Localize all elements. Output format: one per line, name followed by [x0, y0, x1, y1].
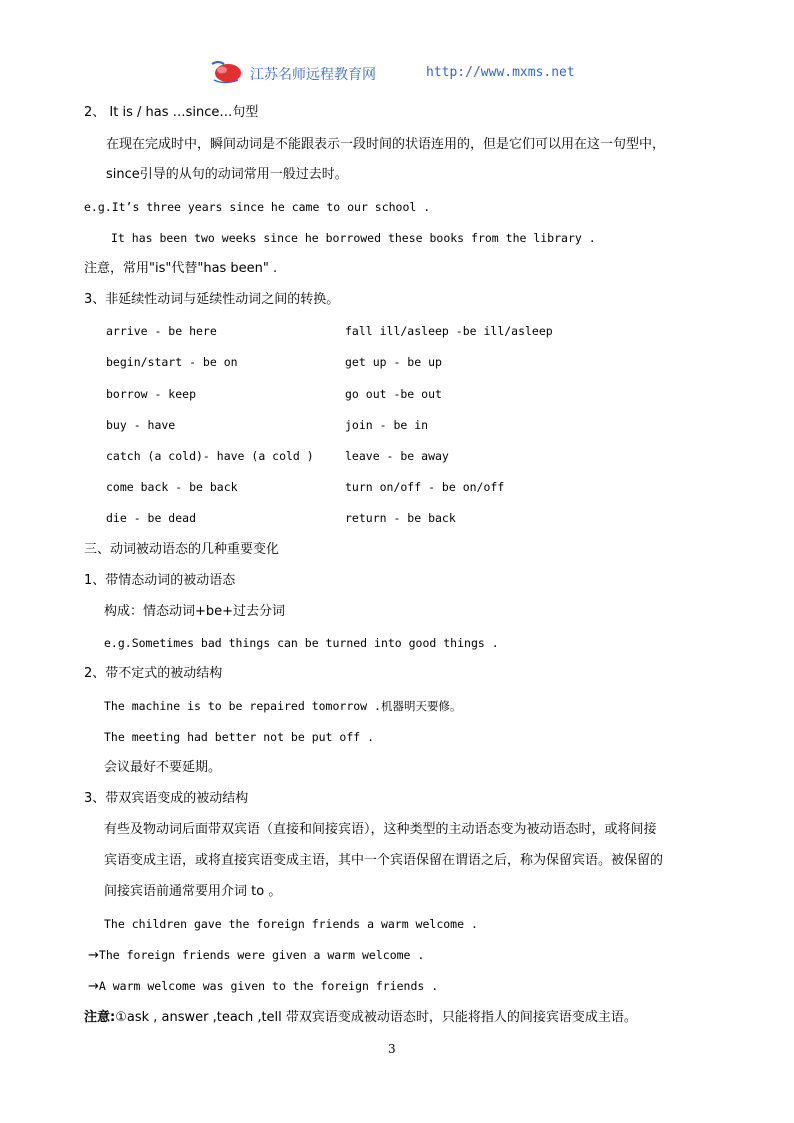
site-url-link[interactable]: http://www.mxms.net [426, 65, 575, 80]
arrow-right-icon: → [88, 948, 99, 963]
arrow-right-icon: → [88, 979, 99, 994]
paragraph-line: 间接宾语前通常要用介词 to 。 [104, 884, 282, 899]
verb-pair-right: fall ill/asleep -be ill/asleep [345, 324, 553, 338]
verb-pair-right: go out -be out [345, 387, 442, 401]
section-heading: 三、动词被动语态的几种重要变化 [84, 542, 280, 557]
verb-pair-left: catch (a cold)- have (a cold ) [106, 449, 314, 463]
site-logo-icon [208, 58, 244, 86]
verb-pair-left: begin/start - be on [106, 355, 238, 369]
verb-pair-left: borrow - keep [106, 387, 197, 401]
verb-pair-left: buy - have [106, 418, 176, 432]
paragraph-line: 构成：情态动词+be+过去分词 [104, 604, 286, 619]
heading-it-is-since: 2、 It is / has …since…句型 [84, 105, 259, 120]
paragraph-line: 宾语变成主语，或将直接宾语变成主语，其中一个宾语保留在谓语之后，称为保留宾语。被保留的 [104, 853, 664, 868]
verb-pair-right: return - be back [345, 511, 456, 525]
subheading: 1、带情态动词的被动语态 [84, 573, 236, 588]
example-sentence: e.g.It’s three years since he came to our school . [84, 200, 431, 214]
example-sentence: →The foreign friends were given a warm welcome . [88, 948, 425, 963]
subheading: 2、带不定式的被动结构 [84, 666, 223, 681]
page-number: 3 [388, 1042, 396, 1056]
paragraph-line: 有些及物动词后面带双宾语（直接和间接宾语），这种类型的主动语态变为被动语态时，或将间接 [104, 822, 657, 837]
example-sentence: →A warm welcome was given to the foreign friends . [88, 979, 439, 994]
example-sentence: The machine is to be repaired tomorrow .机器明天要修。 [104, 699, 462, 713]
note-text: ①ask , answer ,teach ,tell 带双宾语变成被动语态时，只能将指人的间接宾语变成主语。 [115, 1010, 637, 1025]
paragraph-line: 在现在完成时中，瞬间动词是不能跟表示一段时间的状语连用的，但是它们可以用在这一句型中， [106, 137, 666, 152]
note-line [84, 1009, 637, 1027]
verb-pair-left: arrive - be here [106, 324, 217, 338]
verb-pair-right: join - be in [345, 418, 429, 432]
verb-pair-left: come back - be back [106, 480, 238, 494]
page-header [208, 58, 608, 88]
note-label: 注意: [84, 1010, 116, 1025]
paragraph-line: since引导的从句的动词常用一般过去时。 [106, 167, 348, 182]
example-sentence: e.g.Sometimes bad things can be turned into good things . [104, 636, 499, 650]
example-sentence: The children gave the foreign friends a warm welcome . [104, 917, 478, 931]
verb-pair-right: leave - be away [345, 449, 449, 463]
example-sentence: The meeting had better not be put off . [104, 730, 375, 744]
verb-pair-right: turn on/off - be on/off [345, 480, 505, 494]
site-name: 江苏名师远程教育网 [250, 67, 376, 83]
example-sentence: It has been two weeks since he borrowed these books from the library . [111, 231, 596, 245]
heading-verb-conversion: 3、非延续性动词与延续性动词之间的转换。 [84, 292, 340, 307]
note-line: 注意，常用"is"代替"has been" . [84, 261, 278, 276]
translation-line: 会议最好不要延期。 [104, 760, 222, 775]
verb-pair-left: die - be dead [106, 511, 197, 525]
verb-pair-right: get up - be up [345, 355, 442, 369]
subheading: 3、带双宾语变成的被动结构 [84, 791, 249, 806]
